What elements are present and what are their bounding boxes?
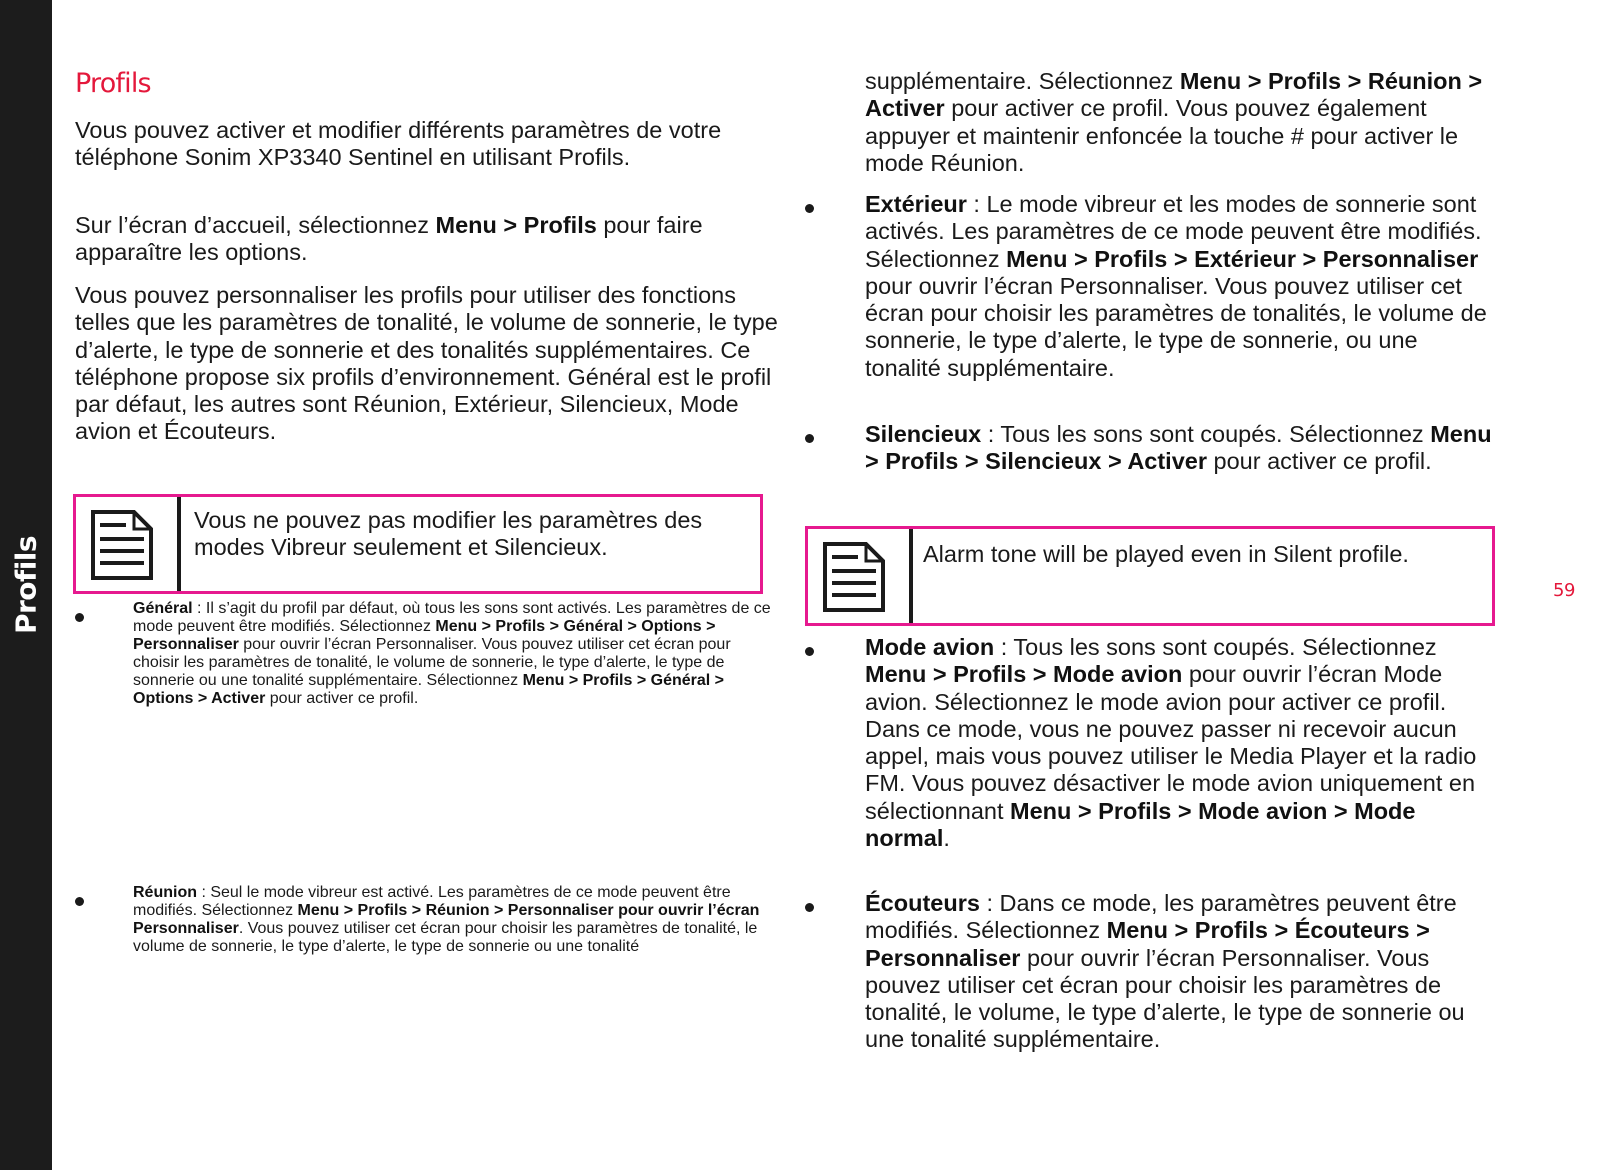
bullet-dot	[805, 647, 814, 656]
intro-paragraph-1: Vous pouvez activer et modifier différents paramètres de votre téléphone Sonim XP3340 Sentinel en utilisant Profils.	[75, 117, 722, 171]
bullet-text-ecouteurs: Écouteurs : Dans ce mode, les paramètres peuvent être modifiés. Sélectionnez Menu > Profils > Écouteurs > Personnaliser pour ouvrir l’écran Personnaliser. Vous pouvez utiliser cet écran pour choisir les paramètres de tonalité, le volume, le type d’alerte, le type de sonnerie ou une tonalité supplémentaire.	[865, 890, 1465, 1053]
bullet-text-mode-avion: Mode avion : Tous les sons sont coupés. Sélectionnez Menu > Profils > Mode avion pour ouvrir l’écran Mode avion. Sélectionnez le mode avion pour activer ce profil. Dans ce mode, vous ne pouvez passer ni recevoir aucun appel, mais vous pouvez utiliser le Media Player et la radio FM. Vous pouvez désactiver le mode avion uniquement en sélectionnant Menu > Profils > Mode avion > Mode normal.	[865, 634, 1477, 852]
side-tab	[0, 0, 52, 1170]
bullet-dot	[805, 903, 814, 912]
note-icon-cell	[808, 529, 913, 623]
bullet-text-exterieur: Extérieur : Le mode vibreur et les modes de sonnerie sont activés. Les paramètres de ce mode peuvent être modifiés. Sélectionnez Menu > Profils > Extérieur > Personnaliser pour ouvrir l’écran Personnaliser. Vous pouvez utiliser cet écran pour choisir les paramètres de tonalités, le volume de sonnerie, le type d’alerte, le type de sonnerie, ou une tonalité supplémentaire.	[865, 191, 1487, 381]
side-tab-label: Profils	[9, 535, 43, 635]
bullet-text-reunion: Réunion : Seul le mode vibreur est activé. Les paramètres de ce mode peuvent être modifiés. Sélectionnez Menu > Profils > Réunion > Personnaliser pour ouvrir l’écran Personnaliser. Vous pouvez utiliser cet écran pour choisir les paramètres de tonalité, le volume de sonnerie, le type d’alerte, le type de sonnerie ou une tonalité	[133, 884, 760, 955]
bullet-text-general: Général : Il s’agit du profil par défaut, où tous les sons sont activés. Les paramètres de ce mode peuvent être modifiés. Sélectionnez Menu > Profils > Général > Options > Personnaliser pour ouvrir l’écran Personnaliser. Vous pouvez utiliser cet écran pour choisir les paramètres de tonalité, le volume de sonnerie, le type d’alerte, le type de sonnerie ou une tonalité supplémentaire. Sélectionnez Menu > Profils > Général > Options > Activer pour activer ce profil.	[133, 600, 771, 707]
intro-paragraph-2: Sur l’écran d’accueil, sélectionnez Menu > Profils pour faire apparaître les options.	[75, 212, 703, 266]
bullet-dot	[75, 897, 84, 906]
note-box-vibreur	[73, 494, 763, 594]
note-icon	[90, 509, 154, 581]
note-text-vibreur: Vous ne pouvez pas modifier les paramètres des modes Vibreur seulement et Silencieux.	[194, 507, 703, 561]
bullet-dot	[805, 434, 814, 443]
bullet-dot	[805, 204, 814, 213]
page-number: 59	[1553, 580, 1575, 601]
bullet-text-silencieux: Silencieux : Tous les sons sont coupés. Sélectionnez Menu > Profils > Silencieux > Activer pour activer ce profil.	[865, 421, 1492, 475]
bullet-dot	[75, 613, 84, 622]
note-icon	[822, 541, 886, 613]
note-icon-cell	[76, 497, 181, 591]
note-text-alarm: Alarm tone will be played even in Silent profile.	[923, 541, 1409, 567]
bullet-text-reunion-continued: supplémentaire. Sélectionnez Menu > Profils > Réunion > Activer pour activer ce profil. Vous pouvez également appuyer et maintenir enfoncée la touche # pour activer le mode Réunion.	[865, 68, 1483, 176]
section-title: Profils	[75, 68, 151, 99]
intro-paragraph-3: Vous pouvez personnaliser les profils pour utiliser des fonctions telles que les paramètres de tonalité, le volume de sonnerie, le type d’alerte, le type de sonnerie et des tonalités supplémentaires. Ce téléphone propose six profils d’environnement. Général est le profil par défaut, les autres sont Réunion, Extérieur, Silencieux, Mode avion et Écouteurs.	[75, 282, 778, 445]
note-box-alarm	[805, 526, 1495, 626]
